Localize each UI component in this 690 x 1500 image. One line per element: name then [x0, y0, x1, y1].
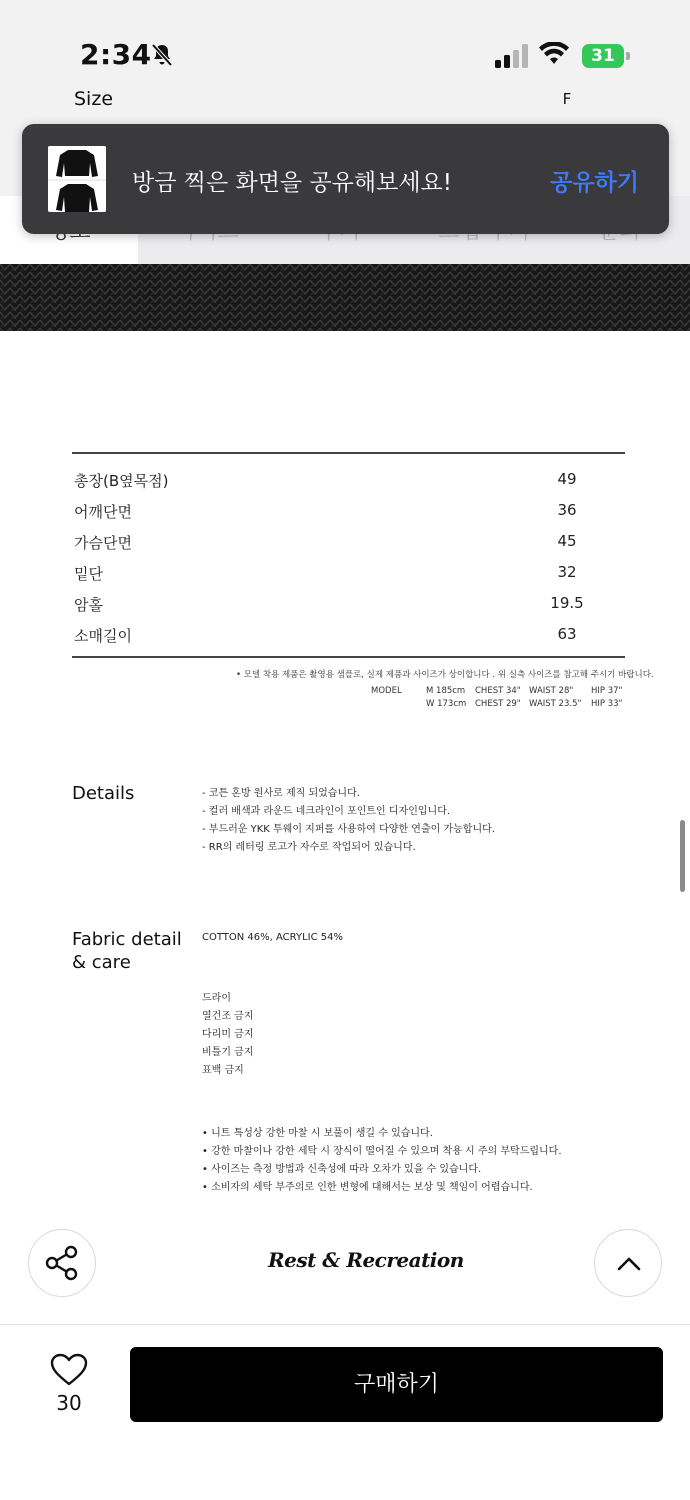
share-icon — [29, 1230, 97, 1298]
list-item: • 강한 마찰이나 강한 세탁 시 장식이 떨어질 수 있으며 착용 시 주의 부탁드립니다. — [202, 1146, 562, 1157]
table-row — [74, 532, 626, 560]
battery-indicator — [582, 44, 630, 68]
care-list — [202, 990, 253, 1080]
list-item: 드라이 — [202, 993, 231, 1004]
chevron-up-icon — [595, 1230, 663, 1298]
list-item: - 컬러 배색과 라운드 네크라인이 포인트인 디자인입니다. — [202, 806, 451, 817]
share-floating-button[interactable] — [28, 1229, 96, 1297]
size-row-value: 19.5 — [550, 594, 584, 612]
list-item: - 부드러운 YKK 투웨이 지퍼를 사용하여 다양한 연출이 가능합니다. — [202, 824, 495, 835]
size-table-bottom-rule — [72, 656, 625, 658]
model-hip: HIP 33" — [591, 699, 623, 709]
size-row-value: 36 — [557, 501, 577, 519]
size-table-header — [74, 88, 626, 124]
table-row — [74, 594, 626, 622]
size-row-name: 소매길이 — [74, 627, 132, 645]
size-row-value: 63 — [557, 625, 577, 643]
table-row — [74, 625, 626, 653]
fabric-title-line1: Fabric detail — [72, 929, 182, 950]
model-label: MODEL — [371, 686, 402, 696]
knit-texture-image — [0, 264, 690, 331]
fabric-title-line2: & care — [72, 952, 131, 973]
size-row-name: 암홀 — [74, 596, 103, 614]
list-item: 표백 금지 — [202, 1065, 244, 1076]
list-item: 다리미 금지 — [202, 1029, 254, 1040]
like-count: 30 — [56, 1391, 82, 1415]
wifi-icon — [539, 42, 569, 66]
bell-muted-icon — [150, 42, 174, 68]
model-chest: CHEST 34" — [475, 686, 521, 696]
buy-button[interactable]: 구매하기 — [130, 1347, 663, 1422]
like-button[interactable] — [42, 1351, 96, 1415]
model-size: M 185cm — [426, 686, 466, 696]
heart-icon — [42, 1351, 96, 1389]
details-list — [202, 785, 495, 857]
table-row — [74, 563, 626, 591]
list-item: • 니트 특성상 강한 마찰 시 보풀이 생길 수 있습니다. — [202, 1128, 433, 1139]
knit-texture-photo — [0, 264, 690, 331]
size-row-value: 32 — [557, 563, 577, 581]
sweater-thumbnail-image — [48, 146, 106, 212]
list-item: 열건조 금지 — [202, 1011, 254, 1022]
brand-logo: Rest & Recreation — [268, 1248, 464, 1272]
toast-message: 방금 찍은 화면을 공유해보세요! — [132, 170, 452, 196]
list-item: - 코튼 혼방 원사로 제직 되었습니다. — [202, 788, 360, 799]
list-item: - RR의 레터링 로고가 자수로 작업되어 있습니다. — [202, 842, 416, 853]
battery-level: 31 — [591, 46, 615, 66]
table-row — [74, 470, 626, 498]
screenshot-thumbnail[interactable] — [48, 146, 106, 212]
size-header-label: Size — [74, 88, 114, 110]
share-button[interactable]: 공유하기 — [550, 170, 639, 196]
size-row-value: 45 — [557, 532, 577, 550]
size-row-value: 49 — [557, 470, 577, 488]
fabric-composition: COTTON 46%, ACRYLIC 54% — [202, 932, 343, 943]
model-hip: HIP 37" — [591, 686, 623, 696]
size-row-name: 총장(B옆목점) — [74, 472, 169, 490]
model-chest: CHEST 29" — [475, 699, 521, 709]
details-title: Details — [72, 783, 135, 804]
size-row-name: 어깨단면 — [74, 503, 132, 521]
size-row-name: 밑단 — [74, 565, 103, 583]
model-waist: WAIST 23.5" — [529, 699, 582, 709]
model-waist: WAIST 28" — [529, 686, 574, 696]
cellular-signal-icon — [495, 44, 529, 68]
status-time: 2:34 — [80, 38, 152, 71]
care-notes — [202, 1125, 562, 1197]
model-size: W 173cm — [426, 699, 467, 709]
scroll-to-top-button[interactable] — [594, 1229, 662, 1297]
purchase-bar — [0, 1324, 690, 1500]
size-table-top-rule — [72, 452, 625, 454]
size-column-f: F — [562, 90, 572, 108]
table-row — [74, 501, 626, 529]
size-disclaimer: • 모델 착용 제품은 촬영용 샘플로, 실제 제품과 사이즈가 상이합니다 . 위 실측 사이즈를 참고해 주시기 바랍니다. — [236, 670, 654, 680]
list-item: • 사이즈는 측정 방법과 신축성에 따라 오차가 있을 수 있습니다. — [202, 1164, 482, 1175]
list-item: 비틀기 금지 — [202, 1047, 254, 1058]
size-row-name: 가슴단면 — [74, 534, 132, 552]
battery-tip — [626, 52, 630, 60]
fabric-title — [72, 928, 182, 974]
scrollbar[interactable] — [680, 820, 685, 892]
screenshot-share-toast[interactable] — [22, 124, 669, 234]
list-item: • 소비자의 세탁 부주의로 인한 변형에 대해서는 보상 및 책임이 어렵습니다. — [202, 1182, 533, 1193]
